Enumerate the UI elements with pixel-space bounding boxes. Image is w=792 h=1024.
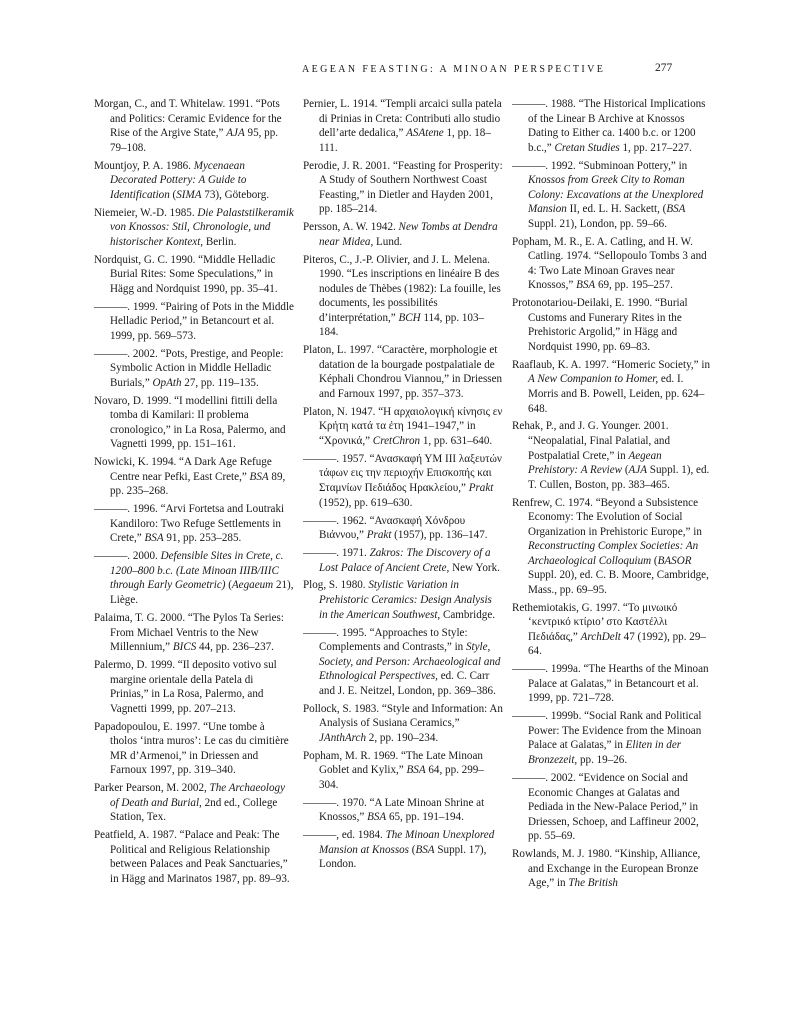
- italic-title: BSA: [367, 811, 387, 824]
- italic-title: ASAtene: [406, 127, 444, 140]
- entry-text: Rethemiotakis, G. 1997. “Το μινωικό ‘κεντρικό κτίριο’ στο Καστέλλι Πεδιάδας,”: [512, 601, 678, 643]
- entry-text: 91, pp. 253–285.: [163, 532, 242, 545]
- bibliography-entry: [303, 626, 503, 699]
- running-head: AEGEAN FEASTING: A MINOAN PERSPECTIVE: [302, 64, 606, 75]
- bibliography-entry: [512, 662, 712, 706]
- italic-title: Stylistic Variation in Prehistoric Ceramics: Design Analysis in the American Southwest,: [319, 579, 492, 621]
- entry-text: Nordquist, G. C. 1990. “Middle Helladic Burial Rites: Some Speculations,” in Hägg and Nordquist 1990, pp. 35–41.: [94, 253, 278, 295]
- entry-text: Palaima, T. G. 2000. “The Pylos Ta Series: From Michael Ventris to the New Millennium,”: [94, 611, 284, 654]
- entry-text: Protonotariou-Deilaki, E. 1990. “Burial Customs and Funerary Rites in the Prehistoric Argolid,” in Hägg and Nordquist 1990, pp. 69–83.: [512, 297, 688, 353]
- entry-text: ———, ed. 1984.: [303, 829, 386, 842]
- bibliography-entry: [303, 828, 503, 872]
- italic-title: Aegaeum: [231, 579, 274, 592]
- entry-text: ———. 1971.: [303, 546, 370, 559]
- italic-title: Zakros: The Discovery of a Lost Palace of Ancient Crete,: [319, 546, 491, 574]
- italic-title: BSA: [576, 279, 596, 292]
- entry-text: pp. 19–26.: [577, 754, 628, 767]
- entry-text: (: [409, 843, 416, 856]
- entry-text: 2, pp. 190–234.: [366, 731, 439, 744]
- entry-text: Morgan, C., and T. Whitelaw. 1991. “Pots and Politics: Ceramic Evidence for the Rise of the Argive State,”: [94, 98, 282, 140]
- entry-text: ———. 1962. “Ανασκαφή Χόνδρου Βιάννου,”: [303, 514, 466, 542]
- entry-text: ———. 1996. “Arvi Fortetsa and Loutraki Kandiloro: Two Refuge Settlements in Crete,”: [94, 503, 285, 545]
- entry-text: Rehak, P., and J. G. Younger. 2001. “Neopalatial, Final Palatial, and Postpalatial Crete,” in: [512, 420, 671, 462]
- entry-text: ed. I. Morris and B. Powell, Leiden, pp. 624–648.: [528, 373, 705, 415]
- bibliography-entry: [94, 206, 294, 250]
- bibliography-entry: [512, 97, 712, 155]
- bibliography-entry: [94, 502, 294, 546]
- entry-text: Plog, S. 1980.: [303, 579, 369, 592]
- italic-title: Cretan Studies: [554, 141, 620, 154]
- bibliography-entry: [303, 749, 503, 793]
- entry-text: 1, pp. 18–111.: [319, 127, 491, 154]
- entry-text: 21), Liège.: [110, 579, 294, 607]
- entry-text: ———. 1999. “Pairing of Pots in the Middle Helladic Period,” in Betancourt et al. 1999, pp. 569–573.: [94, 300, 294, 342]
- italic-title: The British: [568, 877, 618, 890]
- entry-text: Papadopoulou, E. 1997. “Une tombe à tholos ‘intra muros’: Le cas du cimitière MR d’Armenoi,” in Driessen and Farnoux 1997, pp. 319–340.: [94, 720, 289, 777]
- entry-text: 44, pp. 236–237.: [196, 641, 274, 654]
- entry-text: 47 (1992), pp. 29–64.: [528, 630, 706, 658]
- bibliography-entry: [303, 253, 503, 340]
- entry-text: 64, pp. 299–304.: [319, 764, 484, 791]
- italic-title: BSA: [144, 532, 164, 545]
- bibliography-entry: [303, 796, 503, 825]
- italic-title: JAnthArch: [319, 731, 367, 744]
- entry-text: 65, pp. 191–194.: [386, 811, 464, 824]
- italic-title: BASOR: [657, 554, 692, 567]
- italic-title: Aegean Prehistory: A Review: [528, 449, 662, 477]
- page-number: 277: [655, 62, 673, 74]
- entry-text: Renfrew, C. 1974. “Beyond a Subsistence Economy: The Evolution of Social Organization in Prehistoric Europe,” in: [512, 496, 702, 538]
- italic-title: Prakt: [366, 529, 392, 542]
- bibliography-entry: [303, 546, 503, 575]
- entry-text: Nowicki, K. 1994. “A Dark Age Refuge Centre near Pefki, East Crete,”: [94, 456, 272, 483]
- bibliography-entry: [512, 847, 712, 891]
- entry-text: Palermo, D. 1999. “Il deposito votivo sul margine orientale della Patela di Prinias,” in La Rosa, Palermo, and Vagnetti 1999, pp. 207–213.: [94, 658, 277, 715]
- entry-text: ed. C. Carr and J. E. Neitzel, London, pp. 369–386.: [319, 670, 496, 697]
- bibliography-entry: [94, 347, 294, 391]
- bibliography-entry: [94, 611, 294, 655]
- entry-text: (1952), pp. 619–630.: [319, 496, 413, 509]
- entry-text: Platon, L. 1997. “Caractère, morphologie et datation de la bourgade postpalatiale de Képhali Chondrou Viannou,” in Driessen and Farnoux 1997, pp. 357–373.: [303, 344, 503, 400]
- bibliography-entry: [94, 658, 294, 716]
- entry-text: 1, pp. 631–640.: [420, 434, 493, 447]
- entry-text: Piteros, C., J.-P. Olivier, and J. L. Melena. 1990. “Les inscriptions en linéaire B des nodules de Thèbes (1982): La fouille, les documents, les possibilités d’interprétation,”: [303, 253, 501, 324]
- italic-title: BICS: [172, 641, 197, 654]
- entry-text: ———. 1999b. “Social Rank and Political Power: The Evidence from the Minoan Palace at Galatas,” in: [512, 710, 702, 752]
- entry-text: (: [225, 579, 232, 592]
- entry-text: ———. 1988. “The Historical Implications of the Linear B Archive at Knossos Dating to Either ca. 1400 b.c. or 1200 b.c.,”: [512, 98, 706, 154]
- italic-title: Style, Society, and Person: Archaeological and Ethnological Perspectives,: [319, 641, 501, 683]
- bibliography-entry: [94, 828, 294, 886]
- italic-title: BCH: [398, 311, 421, 324]
- entry-text: 2nd ed., College Station, Tex.: [110, 796, 278, 824]
- italic-title: Defensible Sites in Crete, c. 1200–800 b.c. (Late Minoan IIIB/IIIC through Early Geometric): [110, 550, 284, 592]
- entry-text: New York.: [449, 561, 500, 574]
- entry-text: (: [651, 554, 658, 567]
- bibliography-entry: [512, 601, 712, 659]
- entry-text: Novaro, D. 1999. “I modellini fittili della tomba di Kamilari: Il problema cronologico,” in La Rosa, Palermo, and Vagnetti 1999, pp. 151–161.: [94, 394, 286, 451]
- italic-title: Die Palaststilkeramik von Knossos: Stil, Chronologie, und historischer Kontext,: [110, 206, 294, 248]
- bibliography-column-1: [94, 97, 294, 890]
- italic-title: AJA: [628, 464, 648, 477]
- italic-title: Mycenaean Decorated Pottery: A Guide to Identification: [110, 159, 247, 201]
- bibliography-entry: [303, 405, 503, 449]
- bibliography-entry: [512, 159, 712, 232]
- bibliography-entry: [94, 720, 294, 778]
- bibliography-entry: [94, 300, 294, 344]
- bibliography-entry: [512, 709, 712, 767]
- italic-title: New Tombs at Dendra near Midea,: [319, 221, 498, 248]
- bibliography-entry: [94, 97, 294, 155]
- entry-text: ———. 1992. “Subminoan Pottery,” in: [512, 159, 688, 172]
- entry-text: (: [622, 464, 629, 477]
- bibliography-entry: [94, 455, 294, 499]
- bibliography-entry: [512, 771, 712, 844]
- bibliography-entry: [512, 235, 712, 293]
- bibliography-entry: [303, 97, 503, 155]
- bibliography-entry: [94, 781, 294, 825]
- bibliography-entry: [512, 419, 712, 492]
- entry-text: Suppl. 20), ed. C. B. Moore, Cambridge, Mass., pp. 69–95.: [528, 569, 709, 596]
- entry-text: Rowlands, M. J. 1980. “Kinship, Alliance, and Exchange in the European Bronze Age,” in: [512, 848, 701, 890]
- bibliography-entry: [512, 496, 712, 598]
- entry-text: 1, pp. 217–227.: [619, 141, 692, 154]
- italic-title: BSA: [415, 843, 435, 856]
- entry-text: 27, pp. 119–135.: [181, 376, 259, 389]
- entry-text: Mountjoy, P. A. 1986.: [94, 159, 194, 172]
- entry-text: Peatfield, A. 1987. “Palace and Peak: The Political and Religious Relationship between Palaces and Peak Sanctuaries,” in Hägg and Marinatos 1987, pp. 89–93.: [94, 829, 290, 885]
- bibliography-entry: [303, 343, 503, 401]
- italic-title: Knossos from Greek City to Roman Colony: Excavations at the Unexplored Mansion: [528, 174, 704, 216]
- italic-title: BSA: [666, 203, 686, 216]
- bibliography-entry: [94, 394, 294, 452]
- entry-text: Berlin.: [203, 235, 237, 248]
- entry-text: Pernier, L. 1914. “Templi arcaici sulla patela di Prinias in Creta: Contributi allo studio dell’arte dedalica,”: [303, 98, 502, 140]
- bibliography-entry: [94, 549, 294, 607]
- entry-text: ———. 1957. “Ανασκαφή ΥΜ ΙΙΙ λαξευτών τάφων εις την περιοχήν Επισκοπής και Σταμνίων Πεδιάδος Ηρακλείου,”: [303, 452, 502, 495]
- bibliography-entry: [303, 578, 503, 622]
- bibliography-entry: [303, 702, 503, 746]
- entry-text: Popham, M. R. 1969. “The Late Minoan Goblet and Kylix,”: [303, 749, 483, 777]
- bibliography-entry: [512, 296, 712, 354]
- bibliography-entry: [303, 514, 503, 543]
- entry-text: Parker Pearson, M. 2002,: [94, 782, 210, 795]
- entry-text: (1957), pp. 136–147.: [391, 529, 488, 542]
- bibliography-entry: [303, 220, 503, 249]
- italic-title: The Archaeology of Death and Burial,: [110, 782, 286, 809]
- entry-text: ———. 1995. “Approaches to Style: Complements and Contrasts,” in: [303, 626, 468, 654]
- italic-title: A New Companion to Homer,: [528, 373, 659, 386]
- entry-text: Pollock, S. 1983. “Style and Information: An Analysis of Susiana Ceramics,”: [303, 702, 503, 730]
- italic-title: BSA: [406, 764, 426, 777]
- entry-text: Niemeier, W.-D. 1985.: [94, 206, 198, 219]
- entry-text: Lund.: [373, 235, 403, 248]
- entry-text: 69, pp. 195–257.: [595, 279, 673, 292]
- italic-title: Reconstructing Complex Societies: An Archaeological Colloquium: [528, 540, 699, 567]
- bibliography-entry: [512, 358, 712, 416]
- entry-text: ———. 2000.: [94, 550, 161, 563]
- entry-text: ———. 1970. “A Late Minoan Shrine at Knossos,”: [303, 796, 485, 824]
- entry-text: ———. 2002. “Pots, Prestige, and People: Symbolic Action in Middle Helladic Burials,”: [94, 347, 284, 389]
- entry-text: Persson, A. W. 1942.: [303, 221, 399, 234]
- entry-text: Raaflaub, K. A. 1997. “Homeric Society,” in: [512, 358, 710, 371]
- italic-title: CretChron: [372, 434, 421, 447]
- italic-title: Eliten in der Bronzezeit,: [528, 739, 682, 767]
- entry-text: 95, pp. 79–108.: [110, 127, 279, 154]
- italic-title: ArchDelt: [580, 630, 621, 643]
- entry-text: II, ed. L. H. Sackett, (: [566, 203, 667, 216]
- entry-text: (: [169, 188, 177, 201]
- entry-text: 89, pp. 235–268.: [110, 470, 286, 498]
- italic-title: SIMA: [176, 188, 202, 201]
- entry-text: Suppl. 21), London, pp. 59–66.: [528, 217, 667, 230]
- bibliography-column-3: [512, 97, 712, 894]
- entry-text: Platon, N. 1947. “Η αρχαιολογική κίνησις εν Κρήτη κατά τα έτη 1941–1947,” in “Χρονικά,”: [303, 405, 503, 447]
- entry-text: 114, pp. 103–184.: [319, 311, 485, 339]
- entry-text: Suppl. 1), ed. T. Cullen, Boston, pp. 383–465.: [528, 464, 710, 491]
- italic-title: Prakt: [468, 482, 494, 495]
- bibliography-entry: [94, 159, 294, 203]
- entry-text: ———. 2002. “Evidence on Social and Economic Changes at Galatas and Pediada in the New-Palace Period,” in Driessen, Schoep, and Laffineur 2002, pp. 55–69.: [512, 771, 699, 843]
- entry-text: 73), Göteborg.: [201, 188, 270, 201]
- italic-title: BSA: [249, 470, 269, 483]
- italic-title: AJA: [226, 127, 245, 140]
- bibliography-entry: [303, 452, 503, 510]
- entry-text: Suppl. 17), London.: [319, 843, 487, 871]
- entry-text: Popham, M. R., E. A. Catling, and H. W. Catling. 1974. “Sellopoulo Tombs 3 and 4: Two Late Minoan Graves near Knossos,”: [512, 235, 707, 292]
- bibliography-entry: [94, 253, 294, 297]
- italic-title: The Minoan Unexplored Mansion at Knossos: [319, 829, 495, 856]
- entry-text: ———. 1999a. “The Hearths of the Minoan Palace at Galatas,” in Betancourt et al. 1999, pp. 721–728.: [512, 663, 709, 705]
- entry-text: Perodie, J. R. 2001. “Feasting for Prosperity: A Study of Southern Northwest Coast Feasting,” in Dietler and Hayden 2001, pp. 185–214.: [303, 159, 503, 216]
- bibliography-entry: [303, 159, 503, 217]
- entry-text: Cambridge.: [440, 608, 496, 621]
- bibliography-column-2: [303, 97, 503, 875]
- italic-title: OpAth: [152, 376, 182, 389]
